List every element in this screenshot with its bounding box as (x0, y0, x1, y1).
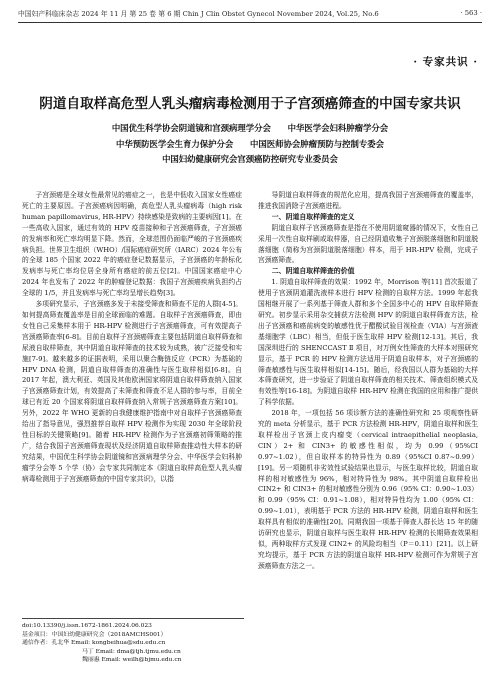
corresponding-author: 通信作者：孔北华 Email: kongbeihua@sdu.edu.cn (22, 640, 166, 647)
doi-line: doi:10.13390/j.issn.1672-1861.2024.06.023 (22, 623, 152, 629)
body-text (22, 190, 478, 669)
paragraph: 导阴道自取样筛查的规范化应用，提高我国子宫颈癌筛查的覆盖率，推进我国消除子宫颈癌进程。 (258, 191, 478, 210)
author-line: 中国优生科学协会阴道镜和宫颈病理学分会 中华医学会妇科肿瘤学分会 (111, 123, 389, 133)
author-line: 中华预防医学会生育力保护分会 中国医师协会肿瘤预防与控制专委会 (116, 138, 384, 149)
funding-line: 基金项目：中国妇幼健康研究会（2018AMCHS001） (22, 631, 167, 638)
section-tag: · 专家共识 · (413, 56, 478, 68)
author-line: 中国妇幼健康研究会宫颈癌防控研究专业委员会 (162, 154, 338, 164)
section-heading: 一、阴道自取样筛查的定义 (271, 212, 355, 221)
footnote (22, 618, 244, 665)
paragraph: 1. 阴道自取样筛查的效果：1992 年，Morrison 等[11] 首次报道了使用子宫颈阴道灌洗液样本进行 HPV 检测的自取样方法。1999 年起我国相继开展了一系列基于筛查人群和多个全国多中心的 HPV 自取样筛查研究。初步显示采用杂交捕获方法检测 HPV 的阴道自取样筛查方法，检出子宫颈癌和癌前病变的敏感性优于醋酸试验目视检查（VIA）与宫颈液基细胞学（LBC）相当，但低于医生取样 HPV 检测[12-13]。其后，我国深圳进行的 SHENCCAST Ⅱ 项目，对万例女性筛查的大样本对照研究显示，基于 PCR 的 HPV 检测方法适用于阴道自取样本，对子宫颈癌的筛查敏感性与医生取样相似[14-15]。随后，经我国以人群为基础的大样本筛查研究，进一步验证了阴道自取样筛查的相关技术、筛查组织模式及有效性等[16-18]。为阴道自取样 HR-HPV 检测在我国的应用和推广提供了科学依据。 (258, 278, 478, 407)
journal-citation: 中国妇产科临床杂志 2024 年 11 月 第 25 卷 第 6 期 Chin J Clin Obstet Gynecol November 2024, Vol.25, No.6 (18, 10, 379, 18)
right-column (258, 190, 478, 669)
running-header (18, 8, 482, 18)
paper-title: 阴道自取样高危型人乳头瘤病毒检测用于子宫颈癌筛查的中国专家共识 (39, 96, 461, 112)
header-divider (18, 22, 482, 23)
corresponding-author: 魏丽惠 Email: weilh@bjmu.edu.cn (82, 657, 182, 664)
corresponding-author: 马丁 Email: dma@tjh.tjmu.edu.cn (82, 648, 181, 655)
page-number: · 563 · (460, 9, 482, 17)
paragraph: 2018 年，一项包括 56 项诊断方法的准确性研究和 25 项观察性研究的 meta 分析显示，基于 PCR 方法检测 HR-HPV，阴道自取样和医生取样检出子宫颈上皮内瘤变（cervical intraepithelial neoplasia, CIN）2+ 和 CIN3+ 的敏感性相似，均为 0.99（95%CI 0.97~1.02），但自取样本的特异性为 0.89（95%CI 0.87~0.99）[19]。另一项随机非劣效性试验结果也显示，与医生取样比较，阴道自取样的相对敏感性为 96%，相对特异性为 98%。其中阴道自取样检出 CIN2+ 和 CIN3+ 的相对敏感性分别为 0.96（95% CI：0.90~1.03）和 0.99（95% CI：0.91~1.08），相对特异性均为 1.00（95% CI：0.99~1.01），表明基于 PCR 方法的 HR-HPV 检测，阴道自取样和医生取样具有相似的准确性[20]。同期我国一项基于筛查人群长达 15 年的随访研究也显示，阴道自取样与医生取样 HR-HPV 检测的长期筛查效果相似，两种取样方式发现 CIN2+ 的风险均相当（P＝0.11）[21]。以上研究均提示，基于 PCR 方法的阴道自取样 HR-HPV 检测可作为常规子宫颈癌筛查方法之一。 (258, 409, 478, 570)
section-heading: 二、阴道自取样筛查的价值 (271, 267, 355, 276)
paragraph: 子宫颈癌是全球女性最常见的癌症之一，也是中低收入国家女性癌症死亡的主要原因。子宫颈癌病因明确，高危型人乳头瘤病毒（high risk human papillomavirus, HR-HPV）持续感染是致病的主要病因[1]。在一些高收入国家，通过有效的 HPV 疫苗接种和子宫颈癌筛查，子宫颈癌的发病率和死亡率均明显下降。然而，全球范围仍面临严峻的子宫颈癌疾病负担。世界卫生组织（WHO）/国际癌症研究所（IARC）2024 年公布的全球 185 个国家 2022 年的癌症登记数据显示，子宫颈癌的年龄标化发病率与死亡率均位居全身所有癌症的前五位[2]。中国国家癌症中心 2024 年也发布了 2022 年的肿瘤登记数据：我国子宫颈癌疾病负担约占全球的 1/5，并且发病率与死亡率均呈增长趋势[3]。 (22, 191, 242, 298)
paragraph: 多项研究显示，子宫颈癌多发于未接受筛查和筛查不足的人群[4-5]。如何提高筛查覆盖率是目前全球面临的难题。自取样子宫颈癌筛查，即由女性自己采集样本用于 HR-HPV 检测进行子宫颈癌筛查，可有效提高子宫颈癌筛查率[6-8]。目前自取样子宫颈癌筛查主要包括阴道自取样筛查和尿液自取样筛查，其中阴道自取样筛查的技术较为成熟，被广泛接受和实施[7-9]。越来越多的证据表明，采用以聚合酶链反应（PCR）为基础的 HPV DNA 检测，阴道自取样筛查的准确性与医生取样相似[6-8]。自 2017 年起，澳大利亚、英国及其他欧洲国家将阴道自取样筛查纳入国家子宫颈癌筛查计划，有效提高了未筛查和筛查不足人群的参与率，目前全球已有近 20 个国家将阴道自取样筛查纳入常规子宫颈癌筛查方案[10]。另外，2022 年 WHO 更新的自我健康维护指南中对自取样子宫颈癌筛查给出了指导意见，强烈推荐自取样 HPV 检测作为实现 2030 年全球阶段性目标的关键策略[9]。随着 HR-HPV 检测作为子宫颈癌初筛策略的推广，结合我国子宫颈癌筛查现状及经济阴道自取样筛查推动性大样本的研究结果，中国优生科学协会阴道镜和宫颈病理学分会、中华医学会妇科肿瘤学分会等 5 个学（协）会专家共同制定本《阴道自取样高危型人乳头瘤病毒检测用于子宫颈癌筛查的中国专家共识》，以指 (22, 300, 242, 483)
left-column (22, 190, 242, 669)
author-organizations (40, 121, 460, 168)
paragraph: 阴道自取样子宫颈癌筛查是指在不使用阴道窥器的情况下，女性自己采用一次性自取样刷或取样器，自己经阴道收集子宫颈脱落细胞和阴道脱落细胞（简称为宫颈阴道脱落细胞）样本，用于 HR-HPV 检测，完成子宫颈癌筛查。 (258, 223, 478, 265)
